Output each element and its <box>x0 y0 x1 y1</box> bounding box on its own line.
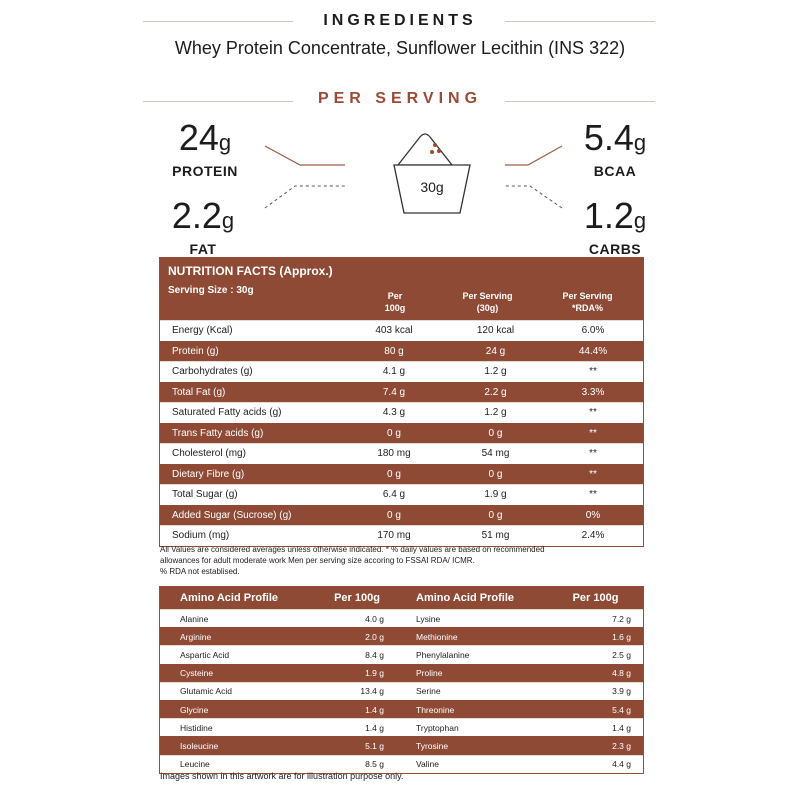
value-per-100g: 4.1 g <box>382 366 406 378</box>
connector-carbs <box>505 186 562 208</box>
nutrition-row <box>160 505 643 526</box>
amino-name-left: Histidine <box>180 722 213 733</box>
nutrient-name: Total Fat (g) <box>172 386 226 398</box>
carbs-label: CARBS <box>588 241 642 257</box>
amino-value-right: 2.3 g <box>612 740 631 751</box>
nutrient-name: Added Sugar (Sucrose) (g) <box>172 509 292 521</box>
amino-acid-body <box>160 609 643 773</box>
amino-name-right: Methionine <box>416 631 458 642</box>
value-per-100g: 170 mg <box>377 530 411 542</box>
nutrient-name: Sodium (mg) <box>172 530 230 542</box>
amino-row <box>160 736 643 754</box>
amino-value-right: 1.4 g <box>612 722 631 733</box>
nutrition-facts-table <box>159 257 644 547</box>
value-per-serving: 0 g <box>488 468 503 480</box>
value-rda: ** <box>589 489 597 501</box>
amino-row <box>160 718 643 736</box>
value-per-serving: 1.9 g <box>484 489 507 501</box>
amino-value-left: 13.4 g <box>360 686 384 697</box>
protein-value: 24 <box>178 117 219 158</box>
value-per-serving: 1.2 g <box>484 407 507 419</box>
amino-acid-table <box>159 586 644 774</box>
bcaa-label: BCAA <box>593 163 637 179</box>
amino-name-left: Alanine <box>180 613 209 624</box>
amino-acid-header <box>160 587 643 609</box>
col-per100-line1: Per <box>387 291 403 301</box>
amino-value-left: 5.1 g <box>365 740 384 751</box>
amino-value-left: 1.4 g <box>365 722 384 733</box>
amino-row <box>160 755 643 773</box>
scoop-label: 30g <box>420 179 444 195</box>
value-per-100g: 0 g <box>387 468 401 480</box>
value-rda: ** <box>589 427 597 439</box>
col-rda-line1: Per Serving <box>562 291 613 301</box>
note-line-3: % RDA not establised. <box>160 567 240 576</box>
value-per-100g: 4.3 g <box>382 407 406 419</box>
amino-name-left: Glycine <box>180 704 209 715</box>
amino-value-left: 1.4 g <box>365 704 384 715</box>
nutrition-row <box>160 320 643 341</box>
col-per100 <box>370 290 420 314</box>
col-rda <box>550 290 625 314</box>
bcaa-unit: g <box>633 130 647 155</box>
nutrition-row <box>160 464 643 485</box>
value-rda: ** <box>589 468 597 480</box>
nutrient-name: Carbohydrates (g) <box>172 366 253 378</box>
amino-value-right: 7.2 g <box>612 613 631 624</box>
protein-label: PROTEIN <box>172 163 238 179</box>
value-per-100g: 180 mg <box>377 448 411 460</box>
value-rda: 6.0% <box>581 325 605 337</box>
amino-value-left: 8.5 g <box>365 759 384 770</box>
ingredients-text: Whey Protein Concentrate, Sunflower Lecithin (INS 322) <box>174 38 626 58</box>
amino-name-left: Leucine <box>180 759 210 770</box>
value-per-serving: 120 kcal <box>476 325 515 337</box>
carbs-unit: g <box>633 208 647 233</box>
amino-name-right: Tryptophan <box>416 722 459 733</box>
nutrition-row <box>160 341 643 362</box>
amino-value-right: 4.8 g <box>612 668 631 679</box>
amino-row <box>160 664 643 682</box>
fat-value: 2.2 <box>171 195 222 236</box>
nutrition-row <box>160 402 643 423</box>
serving-size: Serving Size : 30g <box>168 285 254 296</box>
col-per-serving-line2: (30g) <box>476 303 499 313</box>
amino-value-right: 1.6 g <box>612 631 631 642</box>
connector-protein <box>265 146 345 165</box>
amino-row <box>160 682 643 700</box>
ingredients-title: INGREDIENTS <box>323 12 477 29</box>
col-per-serving <box>450 290 525 314</box>
value-rda: 44.4% <box>578 345 608 357</box>
scoop-icon <box>390 125 480 220</box>
amino-name-left: Glutamic Acid <box>180 686 232 697</box>
value-per-serving: 1.2 g <box>484 366 507 378</box>
amino-value-left: 4.0 g <box>365 613 384 624</box>
nutrient-name: Energy (Kcal) <box>172 325 233 337</box>
amino-value-right: 2.5 g <box>612 649 631 660</box>
nutrition-facts-title: NUTRITION FACTS (Approx.) <box>168 264 333 278</box>
connector-bcaa <box>505 146 562 165</box>
value-per-100g: 7.4 g <box>382 386 406 398</box>
amino-value-left: 8.4 g <box>365 649 384 660</box>
amino-row <box>160 627 643 645</box>
value-per-100g: 0 g <box>387 427 401 439</box>
nutrient-name: Cholesterol (mg) <box>172 448 246 460</box>
fat-unit: g <box>221 208 235 233</box>
nutrient-name: Protein (g) <box>172 345 219 357</box>
fat-label: FAT <box>189 241 217 257</box>
footer-disclaimer: Images shown in this artwork are for illustration purpose only. <box>160 771 404 781</box>
value-per-100g: 6.4 g <box>382 489 406 501</box>
amino-value-right: 5.4 g <box>612 704 631 715</box>
col-per-serving-line1: Per Serving <box>462 291 513 301</box>
amino-name-right: Valine <box>416 759 439 770</box>
col-rda-line2: *RDA% <box>571 303 603 313</box>
note-line-1: All Values are considered averages unless otherwise indicated. * % daily values are based on recommended <box>160 545 545 554</box>
amino-name-right: Serine <box>416 686 441 697</box>
amino-name-right: Threonine <box>416 704 455 715</box>
amino-name-right: Proline <box>416 668 443 679</box>
value-rda: 3.3% <box>581 386 605 398</box>
amino-value-right: 3.9 g <box>612 686 631 697</box>
nutrition-row <box>160 525 643 546</box>
bcaa-value: 5.4 <box>583 117 634 158</box>
value-per-100g: 403 kcal <box>375 325 413 337</box>
nutrient-name: Total Sugar (g) <box>172 489 238 501</box>
disclaimer-note <box>160 544 630 577</box>
nutrition-facts-body <box>160 320 643 546</box>
amino-name-right: Lysine <box>416 613 441 624</box>
amino-col-val-1: Per 100g <box>334 592 380 604</box>
value-rda: ** <box>589 366 597 378</box>
amino-row <box>160 700 643 718</box>
amino-name-left: Arginine <box>180 631 212 642</box>
nutrition-row <box>160 423 643 444</box>
col-per100-line2: 100g <box>384 303 406 313</box>
value-rda: ** <box>589 448 597 460</box>
per-serving-title: PER SERVING <box>317 90 483 107</box>
amino-col-val-2: Per 100g <box>572 592 619 604</box>
value-per-100g: 80 g <box>384 345 404 357</box>
amino-name-left: Aspartic Acid <box>180 649 230 660</box>
nutrition-row <box>160 382 643 403</box>
amino-value-right: 4.4 g <box>612 759 631 770</box>
value-per-serving: 0 g <box>488 509 503 521</box>
note-line-2: allowances for adult moderate work Men per serving size accoring to FSSAI RDA/ ICMR. <box>160 556 475 565</box>
amino-col-name-2: Amino Acid Profile <box>416 592 514 604</box>
value-per-serving: 0 g <box>488 427 503 439</box>
nutrition-facts-header <box>160 258 643 320</box>
amino-name-left: Cysteine <box>180 668 214 679</box>
amino-row <box>160 645 643 663</box>
nutrition-row <box>160 361 643 382</box>
amino-row <box>160 609 643 627</box>
nutrition-row <box>160 443 643 464</box>
value-per-serving: 2.2 g <box>484 386 507 398</box>
value-per-serving: 54 mg <box>481 448 510 460</box>
value-rda: 2.4% <box>581 530 605 542</box>
value-per-100g: 0 g <box>387 509 401 521</box>
value-per-serving: 51 mg <box>481 530 510 542</box>
nutrient-name: Saturated Fatty acids (g) <box>172 407 282 419</box>
connector-fat <box>265 186 345 208</box>
protein-unit: g <box>218 130 232 155</box>
amino-name-right: Phenylalanine <box>416 649 470 660</box>
amino-name-left: Isoleucine <box>180 740 219 751</box>
value-rda: 0% <box>585 509 601 521</box>
value-per-serving: 24 g <box>485 345 506 357</box>
amino-name-right: Tyrosine <box>416 740 449 751</box>
value-rda: ** <box>589 407 597 419</box>
amino-value-left: 1.9 g <box>365 668 384 679</box>
amino-value-left: 2.0 g <box>365 631 384 642</box>
nutrient-name: Dietary Fibre (g) <box>172 468 245 480</box>
carbs-value: 1.2 <box>583 195 634 236</box>
nutrient-name: Trans Fatty acids (g) <box>172 427 264 439</box>
nutrition-row <box>160 484 643 505</box>
amino-col-name-1: Amino Acid Profile <box>180 592 278 604</box>
